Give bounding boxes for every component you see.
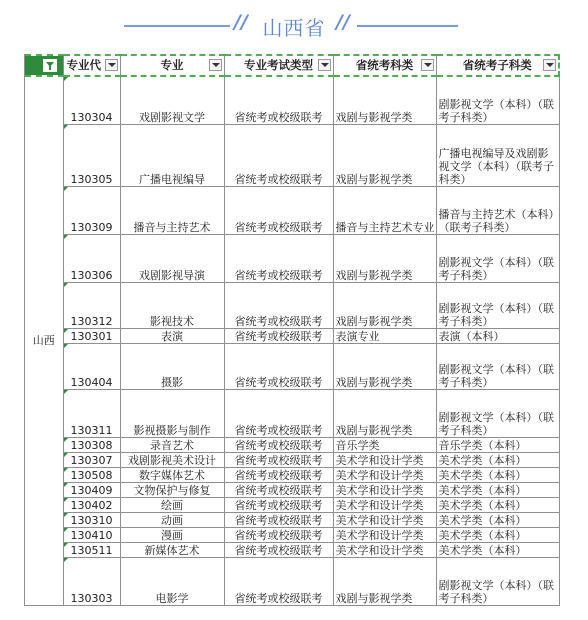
category-cell[interactable]: 戏剧与影视学类 (333, 389, 436, 437)
exam-type-cell[interactable]: 省统考或校级联考 (224, 452, 333, 467)
exam-type-cell[interactable]: 省统考或校级联考 (224, 234, 333, 282)
code-cell[interactable]: 130303 (63, 557, 120, 605)
code-cell[interactable]: 130301 (63, 328, 120, 343)
exam-type-cell[interactable]: 省统考或校级联考 (224, 482, 333, 497)
major-name-cell[interactable]: 摄影 (120, 343, 224, 389)
subcategory-cell[interactable]: 美术学类（本科） (436, 497, 559, 512)
col-header-exam-type[interactable] (224, 55, 333, 76)
cell-comment-marker (64, 498, 68, 502)
subcategory-cell[interactable]: 剧影视文学（本科）（联考子科类） (436, 557, 559, 605)
category-cell[interactable]: 美术学和设计学类 (333, 542, 436, 557)
subcategory-cell[interactable]: 美术学类（本科） (436, 452, 559, 467)
table-row[interactable] (25, 124, 559, 186)
cell-comment-marker (64, 77, 68, 81)
subcategory-cell[interactable]: 剧影视文学（本科）（联考子科类） (436, 343, 559, 389)
table-row[interactable] (25, 557, 559, 605)
subcategory-cell[interactable]: 表演（本科） (436, 328, 559, 343)
filter-corner-cell[interactable] (25, 55, 63, 76)
exam-type-cell[interactable]: 省统考或校级联考 (224, 542, 333, 557)
major-name-cell[interactable]: 动画 (120, 512, 224, 527)
cell-comment-marker (64, 438, 68, 442)
title-right-slash: // (336, 11, 350, 33)
col-header-name-label: 专业 (160, 58, 184, 72)
major-name-cell[interactable]: 播音与主持艺术 (120, 186, 224, 234)
spreadsheet (24, 54, 559, 606)
category-cell[interactable]: 戏剧与影视学类 (333, 282, 436, 328)
code-cell[interactable]: 130410 (63, 527, 120, 542)
cell-comment-marker (64, 283, 68, 287)
table-row[interactable] (25, 527, 559, 542)
header-row (25, 55, 559, 76)
subcategory-cell[interactable]: 美术学类（本科） (436, 467, 559, 482)
table-row[interactable] (25, 467, 559, 482)
code-cell[interactable]: 130310 (63, 512, 120, 527)
exam-type-cell[interactable]: 省统考或校级联考 (224, 76, 333, 124)
cell-comment-marker (64, 468, 68, 472)
category-cell[interactable]: 播音与主持艺术专业 (333, 186, 436, 234)
code-cell[interactable]: 130511 (63, 542, 120, 557)
subcategory-cell[interactable]: 美术学类（本科） (436, 542, 559, 557)
subcategory-cell[interactable]: 播音与主持艺术（本科）（联考子科类） (436, 186, 559, 234)
table-row[interactable] (25, 76, 559, 124)
cell-comment-marker (64, 528, 68, 532)
exam-type-cell[interactable]: 省统考或校级联考 (224, 467, 333, 482)
col-header-subcategory[interactable] (436, 55, 559, 76)
subcategory-cell[interactable]: 剧影视文学（本科）（联考子科类） (436, 389, 559, 437)
table-row[interactable] (25, 186, 559, 234)
major-name-cell[interactable]: 戏剧影视导演 (120, 234, 224, 282)
category-cell[interactable]: 美术学和设计学类 (333, 452, 436, 467)
major-name-cell[interactable]: 数字媒体艺术 (120, 467, 224, 482)
category-cell[interactable]: 音乐学类 (333, 437, 436, 452)
major-name-cell[interactable]: 戏剧影视文学 (120, 76, 224, 124)
cell-comment-marker (64, 558, 68, 562)
cell-comment-marker (64, 453, 68, 457)
category-cell[interactable]: 美术学和设计学类 (333, 512, 436, 527)
filter-dropdown-icon[interactable] (421, 59, 434, 71)
exam-type-cell[interactable]: 省统考或校级联考 (224, 343, 333, 389)
major-name-cell[interactable]: 新媒体艺术 (120, 542, 224, 557)
col-header-code-label: 专业代 (66, 58, 101, 72)
cell-comment-marker (64, 513, 68, 517)
major-name-cell[interactable]: 表演 (120, 328, 224, 343)
table-row[interactable] (25, 234, 559, 282)
col-header-code[interactable] (63, 55, 120, 76)
cell-comment-marker (64, 483, 68, 487)
code-cell[interactable]: 130409 (63, 482, 120, 497)
cell-comment-marker (64, 329, 68, 333)
col-header-subcategory-label: 省统考子科类 (462, 58, 532, 72)
subcategory-cell[interactable]: 剧影视文学（本科）（联考子科类） (436, 234, 559, 282)
exam-type-cell[interactable]: 省统考或校级联考 (224, 497, 333, 512)
code-cell[interactable]: 130307 (63, 452, 120, 467)
filter-funnel-icon[interactable] (42, 58, 58, 73)
major-name-cell[interactable]: 漫画 (120, 527, 224, 542)
exam-type-cell[interactable]: 省统考或校级联考 (224, 512, 333, 527)
exam-type-cell[interactable]: 省统考或校级联考 (224, 186, 333, 234)
subcategory-cell[interactable]: 美术学类（本科） (436, 527, 559, 542)
exam-type-cell[interactable]: 省统考或校级联考 (224, 557, 333, 605)
exam-type-cell[interactable]: 省统考或校级联考 (224, 282, 333, 328)
title-left-slash: // (234, 11, 248, 33)
category-cell[interactable]: 戏剧与影视学类 (333, 76, 436, 124)
table-row[interactable] (25, 343, 559, 389)
category-cell[interactable]: 美术学和设计学类 (333, 497, 436, 512)
col-header-category[interactable] (333, 55, 436, 76)
category-cell[interactable]: 戏剧与影视学类 (333, 124, 436, 186)
major-name-cell[interactable]: 广播电视编导 (120, 124, 224, 186)
major-name-cell[interactable]: 戏剧影视美术设计 (120, 452, 224, 467)
code-cell[interactable]: 130306 (63, 234, 120, 282)
major-name-cell[interactable]: 绘画 (120, 497, 224, 512)
col-header-exam-type-label: 专业考试类型 (244, 58, 313, 72)
exam-type-cell[interactable]: 省统考或校级联考 (224, 389, 333, 437)
table-row[interactable] (25, 497, 559, 512)
code-cell[interactable]: 130312 (63, 282, 120, 328)
col-header-category-label: 省统考科类 (355, 58, 414, 72)
category-cell[interactable]: 美术学和设计学类 (333, 482, 436, 497)
cell-comment-marker (64, 235, 68, 239)
page-title-banner (0, 8, 588, 46)
table-row[interactable] (25, 512, 559, 527)
major-name-cell[interactable]: 文物保护与修复 (120, 482, 224, 497)
code-cell[interactable]: 130309 (63, 186, 120, 234)
cell-comment-marker (64, 344, 68, 348)
data-table (25, 54, 560, 606)
code-cell[interactable]: 130308 (63, 437, 120, 452)
cell-comment-marker (64, 390, 68, 394)
table-row[interactable] (25, 282, 559, 328)
province-cell[interactable]: 山西 (25, 76, 63, 605)
cell-comment-marker (64, 187, 68, 191)
table-row[interactable] (25, 452, 559, 467)
table-row[interactable] (25, 482, 559, 497)
table-body (25, 76, 559, 605)
title-right-rule (357, 25, 458, 27)
code-cell[interactable]: 130402 (63, 497, 120, 512)
major-name-cell[interactable]: 影视技术 (120, 282, 224, 328)
subcategory-cell[interactable]: 剧影视文学（本科）（联考子科类） (436, 76, 559, 124)
page-title: 山西省 (262, 16, 326, 40)
category-cell[interactable]: 美术学和设计学类 (333, 467, 436, 482)
subcategory-cell[interactable]: 美术学类（本科） (436, 482, 559, 497)
col-header-name[interactable] (120, 55, 224, 76)
cell-comment-marker (64, 543, 68, 547)
code-cell[interactable]: 130304 (63, 76, 120, 124)
exam-type-cell[interactable]: 省统考或校级联考 (224, 437, 333, 452)
category-cell[interactable]: 表演专业 (333, 328, 436, 343)
major-name-cell[interactable]: 录音艺术 (120, 437, 224, 452)
exam-type-cell[interactable]: 省统考或校级联考 (224, 328, 333, 343)
exam-type-cell[interactable]: 省统考或校级联考 (224, 124, 333, 186)
major-name-cell[interactable]: 电影学 (120, 557, 224, 605)
table-row[interactable] (25, 542, 559, 557)
title-left-rule (124, 25, 230, 27)
code-cell[interactable]: 130311 (63, 389, 120, 437)
category-cell[interactable]: 戏剧与影视学类 (333, 343, 436, 389)
table-row[interactable] (25, 437, 559, 452)
subcategory-cell[interactable]: 广播电视编导及戏剧影视文学（本科）（联考子科类） (436, 124, 559, 186)
filter-dropdown-icon[interactable] (105, 59, 118, 71)
category-cell[interactable]: 戏剧与影视学类 (333, 557, 436, 605)
code-cell[interactable]: 130305 (63, 124, 120, 186)
filter-dropdown-icon[interactable] (543, 59, 556, 71)
filter-dropdown-icon[interactable] (318, 59, 331, 71)
table-row[interactable] (25, 389, 559, 437)
major-name-cell[interactable]: 影视摄影与制作 (120, 389, 224, 437)
code-cell[interactable]: 130508 (63, 467, 120, 482)
code-cell[interactable]: 130404 (63, 343, 120, 389)
filter-dropdown-icon[interactable] (209, 59, 222, 71)
subcategory-cell[interactable]: 美术学类（本科） (436, 512, 559, 527)
table-row[interactable] (25, 328, 559, 343)
subcategory-cell[interactable]: 音乐学类（本科） (436, 437, 559, 452)
category-cell[interactable]: 戏剧与影视学类 (333, 234, 436, 282)
cell-comment-marker (64, 125, 68, 129)
exam-type-cell[interactable]: 省统考或校级联考 (224, 527, 333, 542)
category-cell[interactable]: 美术学和设计学类 (333, 527, 436, 542)
subcategory-cell[interactable]: 剧影视文学（本科）（联考子科类） (436, 282, 559, 328)
